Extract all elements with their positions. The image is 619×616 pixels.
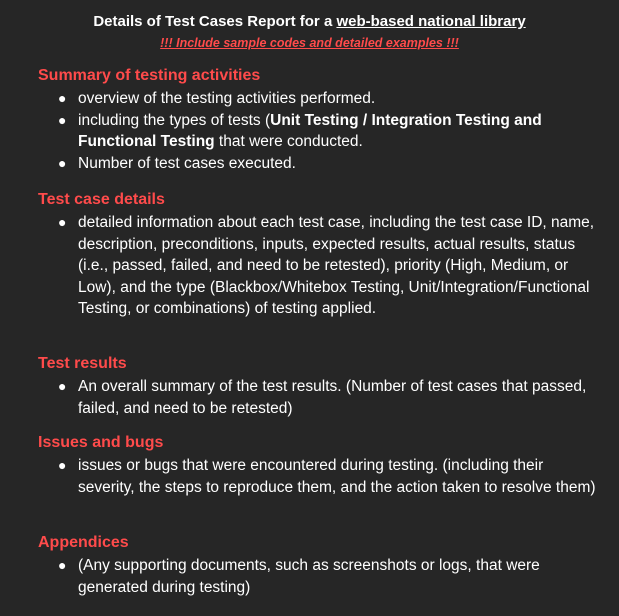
section-test-results [38, 354, 598, 419]
list-item-text: An overall summary of the test results. (Number of test cases that passed, failed, and need to be retested) [78, 378, 587, 417]
list-item-text: issues or bugs that were encountered during testing. (including their severity, the steps to reproduce them, and the action taken to resolve them) [78, 457, 596, 496]
bullet-list [38, 555, 598, 598]
list-item [38, 555, 598, 598]
list-item [38, 212, 598, 320]
list-item [38, 110, 598, 153]
list-item [38, 455, 598, 498]
bullet-list [38, 88, 598, 174]
bullet-icon: ● [58, 378, 67, 394]
list-item-text: Number of test cases executed. [78, 154, 296, 172]
section-heading: Issues and bugs [38, 434, 164, 451]
list-item [38, 88, 598, 110]
list-item-text: overview of the testing activities performed. [78, 90, 376, 107]
bullet-icon: ● [58, 90, 67, 106]
section-heading: Appendices [38, 534, 129, 551]
section-appendices [38, 533, 598, 598]
list-item-bold: Unit Testing / Integration Testing and Functional Testing [78, 111, 542, 150]
bullet-icon: ● [58, 111, 67, 128]
section-heading: Test results [38, 355, 127, 372]
bullet-icon: ● [58, 457, 67, 473]
bullet-list [38, 455, 598, 498]
section-heading: Test case details [38, 191, 165, 208]
list-item [38, 376, 598, 419]
document-title [0, 12, 619, 32]
list-item-pre: including the types of tests ( [78, 111, 271, 129]
list-item [38, 153, 598, 175]
bullet-icon: ● [58, 154, 67, 171]
bullet-icon: ● [58, 557, 67, 573]
bullet-list [38, 212, 598, 320]
list-item-post: that were conducted. [214, 133, 363, 150]
section-test-case-details [38, 190, 598, 320]
title-link: web-based national library [336, 13, 526, 30]
bullet-list [38, 376, 598, 419]
list-item-text: (Any supporting documents, such as screenshots or logs, that were generated during testing) [78, 557, 540, 596]
section-issues-bugs [38, 433, 598, 498]
title-prefix: Details of Test Cases Report for a [93, 13, 337, 30]
bullet-icon: ● [58, 214, 67, 230]
section-heading: Summary of testing activities [38, 67, 261, 84]
section-summary [38, 66, 598, 174]
document-subtitle: !!! Include sample codes and detailed examples !!! [160, 36, 459, 50]
list-item-text: detailed information about each test case, including the test case ID, name, description, preconditions, inputs, expected results, actual results, status (i.e., passed, failed, and need to be retested), priority (High, Medium, or Low), and the type (Blackbox/Whitebox Testing, Unit/Integration/Functional Testing, or combinations) of testing applied. [78, 214, 595, 317]
